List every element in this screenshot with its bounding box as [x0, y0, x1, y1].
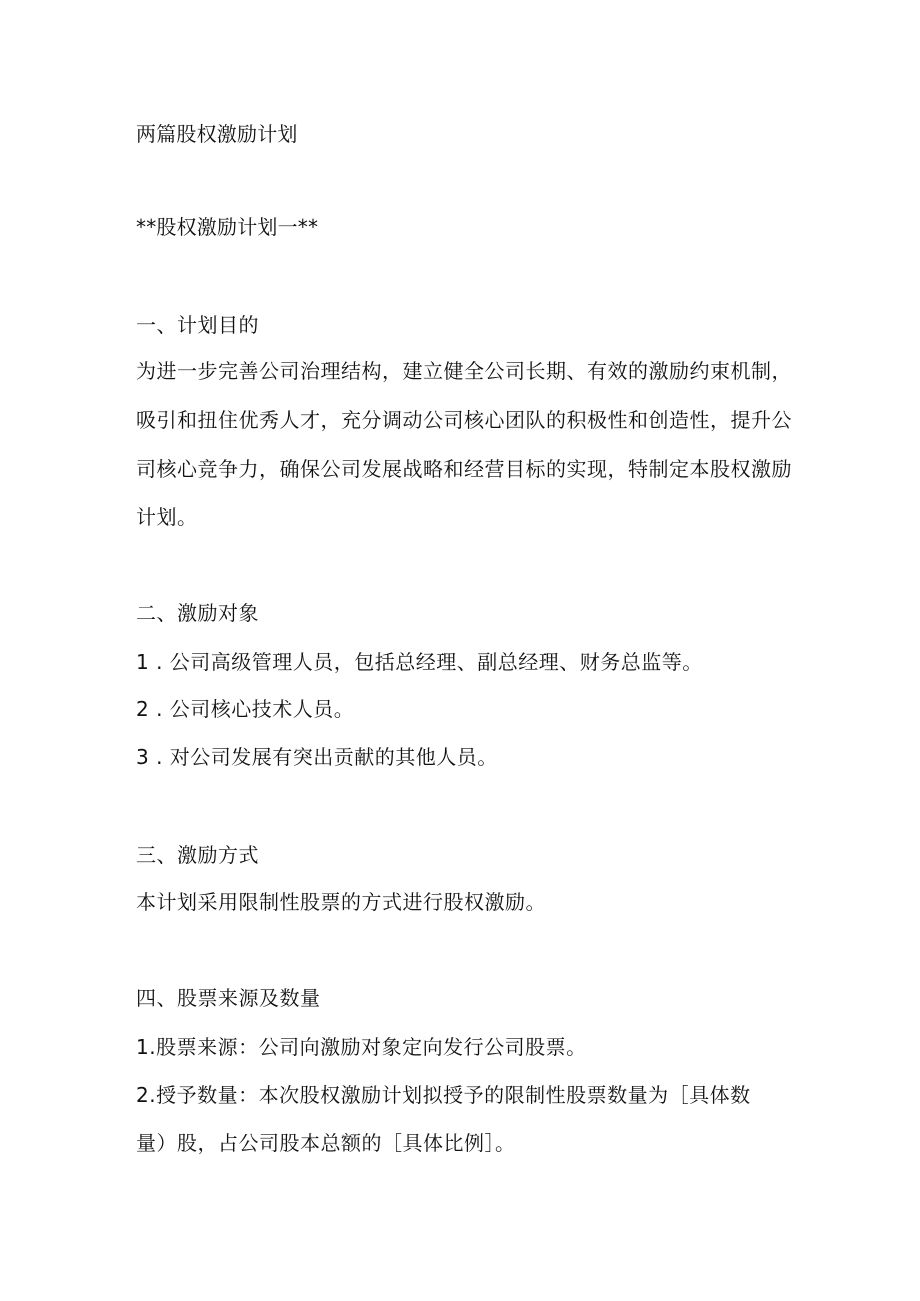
list-item: 2 . 公司核心技术人员。: [136, 697, 355, 721]
document-subtitle: **股权激励计划一**: [136, 215, 319, 239]
section-heading-source-quantity: 四、股票来源及数量: [136, 986, 321, 1010]
list-item: 1.股票来源：公司向激励对象定向发行公司股票。: [136, 1035, 587, 1059]
paragraph-line: 为进一步完善公司治理结构，建立健全公司长期、有效的激励约束机制，: [136, 359, 792, 383]
section-heading-targets: 二、激励对象: [136, 601, 259, 625]
paragraph-line: 计划。: [136, 505, 198, 529]
section-heading-method: 三、激励方式: [136, 843, 259, 867]
paragraph-line: 司核心竞争力，确保公司发展战略和经营目标的实现，特制定本股权激励: [136, 457, 792, 481]
list-item: 1 . 公司高级管理人员，包括总经理、副总经理、财务总监等。: [136, 650, 703, 674]
paragraph-line: 吸引和扭住优秀人才，充分调动公司核心团队的积极性和创造性，提升公: [136, 408, 792, 432]
list-item-continuation: 量）股，占公司股本总额的［具体比例］。: [136, 1131, 516, 1155]
list-item: 2.授予数量：本次股权激励计划拟授予的限制性股票数量为［具体数: [136, 1083, 751, 1107]
section-heading-purpose: 一、计划目的: [136, 313, 259, 337]
document-title: 两篇股权激励计划: [136, 122, 298, 146]
paragraph-line: 本计划采用限制性股票的方式进行股权激励。: [136, 890, 546, 914]
list-item: 3 . 对公司发展有突出贡献的其他人员。: [136, 745, 498, 769]
